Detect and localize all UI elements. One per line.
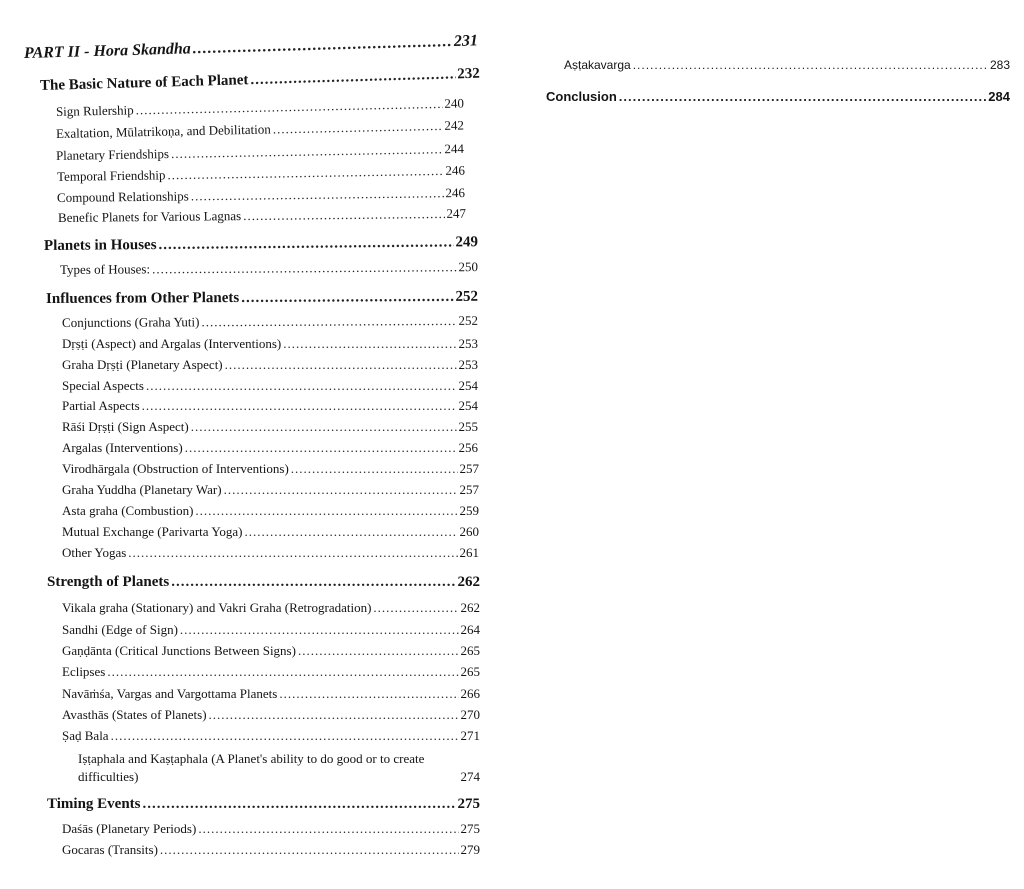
toc-label: Navāṁśa, Vargas and Vargottama Planets [62,686,278,701]
toc-label: Graha Dṛṣṭi (Planetary Aspect) [62,357,223,372]
leader-dots [146,378,457,394]
leader-dots [209,707,459,723]
toc-label: Gocaras (Transits) [62,842,158,857]
toc-label: Conjunctions (Graha Yuti) [61,314,200,330]
leader-dots [245,524,458,540]
leader-dots [191,419,457,435]
toc-entry [62,336,478,352]
toc-page-number: 283 [989,58,1010,72]
leader-dots [291,461,458,477]
toc-label: Influences from Other Planets [45,289,240,307]
toc-page-number: 253 [458,357,478,372]
leader-dots [160,842,459,858]
toc-label: Avasthās (States of Planets) [62,707,207,722]
toc-section-heading [46,289,478,308]
toc-label: Mutual Exchange (Parivarta Yoga) [62,524,243,539]
toc-entry [62,707,480,723]
toc-entry [62,440,478,456]
toc-part-heading [24,32,478,63]
toc-section-heading [44,234,478,255]
toc-page-number: 275 [457,796,480,812]
toc-page-number: 246 [445,185,466,201]
toc-label: Argalas (Interventions) [62,440,183,455]
leader-dots [373,600,458,616]
toc-page-number: 255 [458,419,478,434]
toc-entry [78,750,480,786]
toc-section-heading [47,796,480,813]
leader-dots [195,503,457,519]
leader-dots [180,622,459,638]
toc-label: PART II - Hora Skandha [23,40,192,62]
leader-dots [298,643,459,659]
toc-entry [62,313,478,331]
leader-dots [107,664,458,680]
toc-entry [62,842,480,858]
toc-page-number: 279 [460,842,480,857]
toc-label: Asta graha (Combustion) [62,503,194,518]
leader-dots [279,686,458,702]
right-page [512,0,1024,889]
toc-label: Virodhārgala (Obstruction of Interventions) [62,461,289,476]
toc-label: The Basic Nature of Each Planet [39,72,249,94]
leader-dots [143,796,456,813]
toc-page-number: 265 [460,643,480,658]
toc-label: Daśās (Planetary Periods) [62,821,197,836]
toc-page-number: 252 [455,288,479,305]
toc-label: Aṣṭakavarga [564,58,631,72]
leader-dots [128,545,457,561]
toc-page-number: 247 [446,205,467,221]
toc-label: Gaṇḍānta (Critical Junctions Between Signs) [62,643,296,658]
toc-page-number: 275 [460,821,480,836]
toc-label: Planetary Friendships [55,146,170,163]
toc-page-number: 244 [444,140,465,157]
toc-page-number: 240 [444,95,465,111]
toc-section-heading [47,574,480,591]
toc-page-number: 256 [458,440,478,455]
leader-dots [198,821,458,837]
toc-page-number: 250 [458,259,479,275]
toc-entry [60,259,478,278]
toc-label: Timing Events [47,796,141,812]
toc-entry [62,482,479,498]
toc-label: Exaltation, Mūlatrikoṇa, and Debilitation [55,121,271,141]
toc-entry [62,643,480,659]
toc-label: Rāśi Dṛṣṭi (Sign Aspect) [62,419,189,434]
toc-label: Special Aspects [62,378,144,393]
toc-page-number: 259 [459,503,479,518]
toc-page-number: 253 [458,336,478,351]
toc-page-number: 262 [460,600,480,615]
leader-dots [243,206,445,224]
toc-entry [62,398,478,414]
toc-page-number: 284 [988,89,1010,104]
toc-entry [62,419,478,435]
toc-page-number: 271 [460,728,480,743]
toc-label: Benefic Planets for Various Lagnas [57,208,242,225]
toc-label: Ṣaḍ Bala [62,728,109,743]
leader-dots [158,234,453,254]
leader-dots [111,728,459,744]
leader-dots [193,33,453,58]
leader-dots [185,440,457,456]
leader-dots [633,58,988,72]
toc-label: Other Yogas [62,545,127,560]
toc-page-number: 252 [458,312,479,328]
toc-page-number: 265 [460,664,480,679]
leader-dots [250,66,455,89]
leader-dots [241,289,453,307]
toc-page-number: 254 [458,398,478,413]
toc-entry [62,728,480,744]
toc-label: Planets in Houses [43,237,157,254]
toc-page-number: 231 [453,32,479,50]
toc-page-number: 262 [457,574,480,590]
toc-page-number: 249 [455,234,479,251]
toc-entry [62,821,480,837]
toc-entry [62,600,480,616]
toc-section-heading [546,89,1010,104]
toc-page-number: 274 [460,769,480,784]
toc-entry [62,461,479,477]
toc-entry [57,163,465,185]
toc-entry [564,58,1010,72]
toc-label: Conclusion [546,89,617,104]
toc-entry [62,378,478,394]
leader-dots [619,89,987,104]
leader-dots [142,398,457,414]
toc-label: Eclipses [62,664,106,679]
toc-entry [58,206,466,226]
toc-entry [62,664,480,680]
toc-label: Partial Aspects [62,398,140,413]
leader-dots [224,482,458,498]
toc-label: Sandhi (Edge of Sign) [62,622,178,637]
leader-dots [191,185,444,204]
toc-label: Types of Houses: [59,261,151,277]
toc-page-number: 261 [459,545,479,560]
toc-label: Vikala graha (Stationary) and Vakri Graha (Retrogradation) [62,600,372,615]
toc-label: Iṣṭaphala and Kaṣṭaphala (A Planet's ability to do good or to create difficulties) [78,751,425,784]
leader-dots [171,141,443,162]
leader-dots [152,259,457,277]
leader-dots [135,96,442,118]
toc-page-number: 257 [459,482,479,497]
toc-label: Temporal Friendship [56,167,166,184]
toc-entry [56,141,464,164]
toc-entry [62,357,478,373]
toc-entry [56,95,464,120]
leader-dots [283,336,456,352]
toc-page-number: 254 [458,378,478,393]
toc-entry [57,185,465,206]
toc-page-number: 242 [444,117,465,133]
leader-dots [273,118,443,138]
toc-label: Compound Relationships [56,188,189,205]
toc-label: Graha Yuddha (Planetary War) [62,482,222,497]
toc-page-number: 246 [445,162,466,178]
toc-section-heading [40,66,480,95]
toc-label: Dṛṣṭi (Aspect) and Argalas (Interventions) [62,336,282,351]
toc-page-number: 260 [459,524,479,539]
toc-entry [62,622,480,638]
toc-page-number: 257 [459,461,479,476]
leader-dots [167,163,443,183]
leader-dots [171,574,455,591]
leader-dots [201,313,456,330]
toc-page-number: 270 [460,707,480,722]
toc-entry [62,503,479,519]
toc-entry [62,686,480,702]
toc-page-number: 232 [457,65,481,83]
leader-dots [225,357,457,373]
toc-page-number: 266 [460,686,480,701]
toc-label: Sign Rulership [55,102,134,119]
toc-entry [62,545,479,561]
toc-entry [56,117,464,142]
toc-page-number: 264 [460,622,480,637]
toc-label: Strength of Planets [47,574,170,590]
toc-entry [62,524,479,540]
